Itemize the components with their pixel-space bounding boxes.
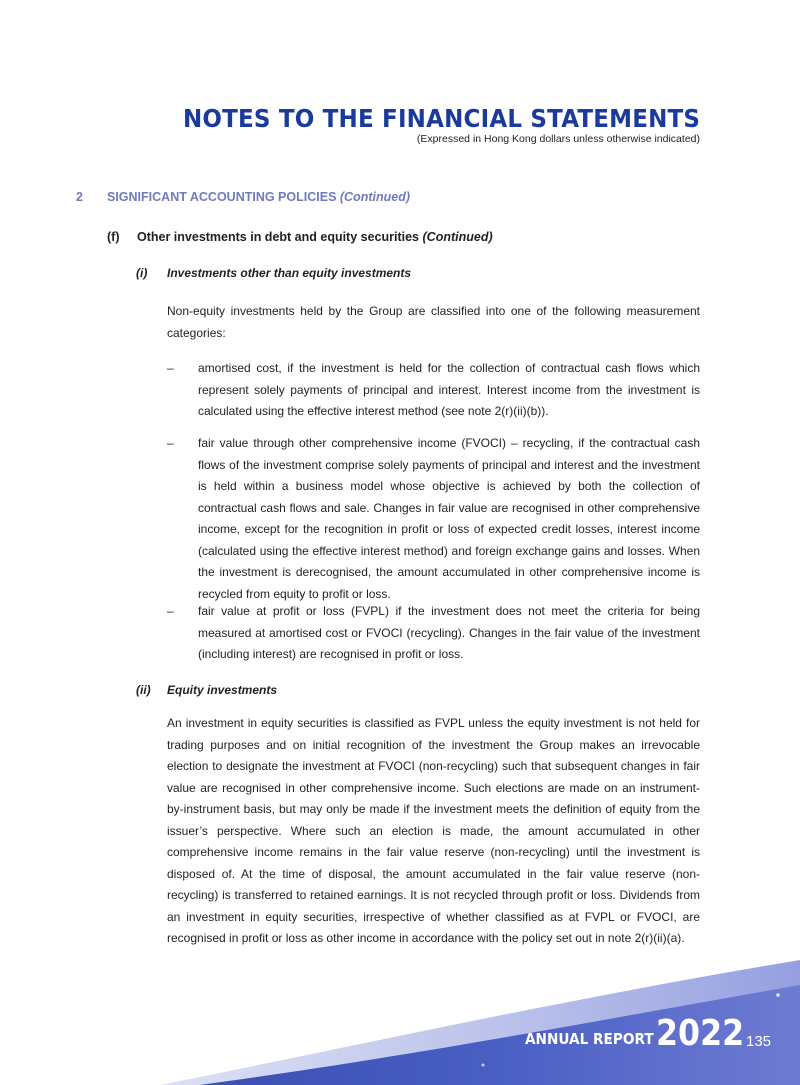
section-heading — [76, 190, 410, 204]
section-title: SIGNIFICANT ACCOUNTING POLICIES — [107, 190, 337, 204]
subsection-continued: (Continued) — [422, 230, 493, 244]
part-i-intro: Non-equity investments held by the Group are classified into one of the following measurement categories: — [167, 304, 700, 340]
page-title: NOTES TO THE FINANCIAL STATEMENTS — [182, 104, 700, 133]
sparkle-dot — [482, 1064, 485, 1067]
part-i-heading — [136, 266, 411, 280]
page-subtitle: (Expressed in Hong Kong dollars unless otherwise indicated) — [416, 133, 700, 145]
part-i-number: (i) — [136, 266, 148, 280]
bullet-fvoci — [167, 433, 700, 605]
footer-year: 2022 — [656, 1013, 745, 1054]
section-continued: (Continued) — [339, 190, 411, 204]
bullet-text: fair value through other comprehensive income (FVOCI) – recycling, if the contractual cash flows of the investment comprise solely payments of principal and interest and the investment is held within a business model whose objective is achieved by both the collection of contractual cash flows and sale. Changes in fair value are recognised in other comprehensive income, except for the recognition in profit or loss of expected credit losses, interest income (calculated using the effective interest method) and foreign exchange gains and losses. When the investment is derecognised, the amount accumulated in other comprehensive income is recycled from equity to profit or loss. — [198, 436, 700, 601]
bullet-dash: – — [167, 604, 174, 618]
bullet-amortised-cost — [167, 358, 700, 423]
part-ii-heading — [136, 683, 277, 697]
bullet-dash: – — [167, 361, 174, 375]
part-ii-number: (ii) — [136, 683, 151, 697]
bullet-dash: – — [167, 436, 174, 450]
part-i-title: Investments other than equity investments — [167, 266, 412, 280]
subsection-title: Other investments in debt and equity securities — [137, 230, 420, 244]
part-ii-body: An investment in equity securities is classified as FVPL unless the equity investment is not held for trading purposes and on initial recognition of the investment the Group makes an irrevocable election to designate the investment at FVOCI (non-recycling) such that subsequent changes in fair value are recognised in other comprehensive income. Such elections are made on an instrument-by-instrument basis, but may only be made if the investment meets the definition of equity from the issuer’s perspective. Where such an election is made, the amount accumulated in other comprehensive income remains in the fair value reserve (non-recycling) until the investment is disposed of. At the time of disposal, the amount accumulated in the fair value reserve (non-recycling) is transferred to retained earnings. It is not recycled through profit or loss. Dividends from an investment in equity securities, irrespective of whether classified as at FVPL or FVOCI, are recognised in profit or loss as other income in accordance with the policy set out in note 2(r)(ii)(a). — [167, 716, 700, 945]
bullet-text: fair value at profit or loss (FVPL) if the investment does not meet the criteria for being measured at amortised cost or FVOCI (recycling). Changes in the fair value of the investment (including interest) are recognised in profit or loss. — [198, 604, 700, 661]
section-number: 2 — [76, 190, 83, 204]
sparkle-dot — [776, 993, 780, 997]
bullet-text: amortised cost, if the investment is held for the collection of contractual cash flows which represent solely payments of principal and interest. Interest income from the investment is calculated using the effective interest method (see note 2(r)(ii)(b)). — [198, 361, 700, 418]
page-number: 135 — [746, 1033, 772, 1050]
subsection-heading — [107, 230, 493, 244]
subsection-number: (f) — [107, 230, 120, 244]
bullet-fvpl — [167, 601, 700, 666]
footer-annual-report-label: ANNUAL REPORT — [525, 1030, 654, 1048]
part-ii-title: Equity investments — [167, 683, 278, 697]
